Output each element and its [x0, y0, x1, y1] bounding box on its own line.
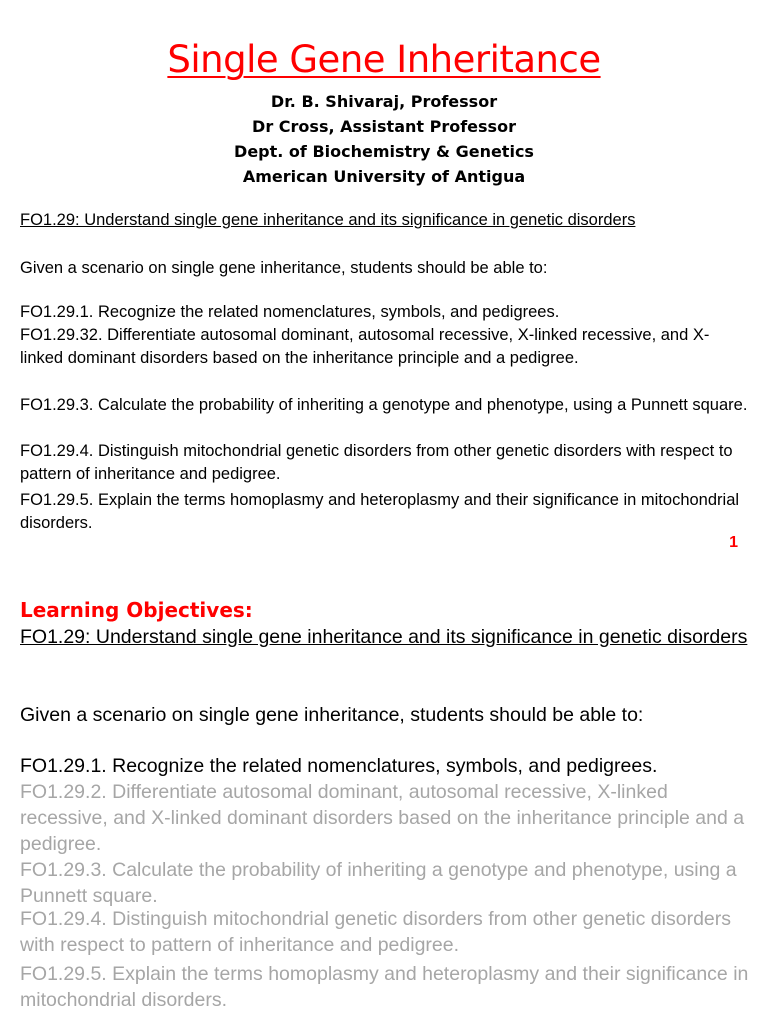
objective-item-active: FO1.29.1. Recognize the related nomenclatures, symbols, and pedigrees.	[20, 755, 658, 777]
objective-item-dimmed: FO1.29.4. Distinguish mitochondrial genetic disorders from other genetic disorders with respect to pattern of inheritance and pedigree.	[20, 908, 732, 956]
author-line: Dr Cross, Assistant Professor	[252, 117, 516, 136]
department-line: Dept. of Biochemistry & Genetics	[234, 142, 534, 161]
objective-item: FO1.29.5. Explain the terms homoplasmy and heteroplasmy and their significance in mitochondrial disorders.	[20, 491, 740, 533]
objective-heading: FO1.29: Understand single gene inheritance and its significance in genetic disorders	[20, 626, 748, 648]
objective-item: FO1.29.1. Recognize the related nomenclatures, symbols, and pedigrees.	[20, 303, 560, 321]
objective-item-dimmed: FO1.29.5. Explain the terms homoplasmy and heteroplasmy and their significance in mitochondrial disorders.	[20, 963, 749, 1011]
objective-intro: Given a scenario on single gene inheritance, students should be able to:	[20, 704, 644, 726]
objective-item: FO1.29.32. Differentiate autosomal dominant, autosomal recessive, X-linked recessive, and X-linked dominant disorders based on the inheritance principle and a pedigree.	[20, 326, 710, 368]
university-line: American University of Antigua	[242, 167, 526, 186]
objective-heading: FO1.29: Understand single gene inheritance and its significance in genetic disorders	[20, 211, 636, 229]
learning-objectives-slide	[0, 580, 768, 1024]
learning-objectives-heading: Learning Objectives:	[20, 598, 253, 622]
slide-title: Single Gene Inheritance	[167, 38, 601, 81]
author-block	[0, 89, 768, 189]
objective-item: FO1.29.3. Calculate the probability of inheriting a genotype and phenotype, using a Punnett square.	[20, 396, 748, 414]
objective-intro: Given a scenario on single gene inheritance, students should be able to:	[20, 259, 548, 277]
objective-item: FO1.29.4. Distinguish mitochondrial genetic disorders from other genetic disorders with respect to pattern of inheritance and pedigree.	[20, 442, 733, 484]
author-line: Dr. B. Shivaraj, Professor	[270, 92, 498, 111]
page-number: 1	[729, 534, 738, 551]
objective-item-dimmed: FO1.29.2. Differentiate autosomal dominant, autosomal recessive, X-linked recessive, and X-linked dominant disorders based on the inheritance principle and a pedigree.	[20, 781, 745, 855]
objective-item-dimmed: FO1.29.3. Calculate the probability of inheriting a genotype and phenotype, using a Punnett square.	[20, 859, 737, 907]
